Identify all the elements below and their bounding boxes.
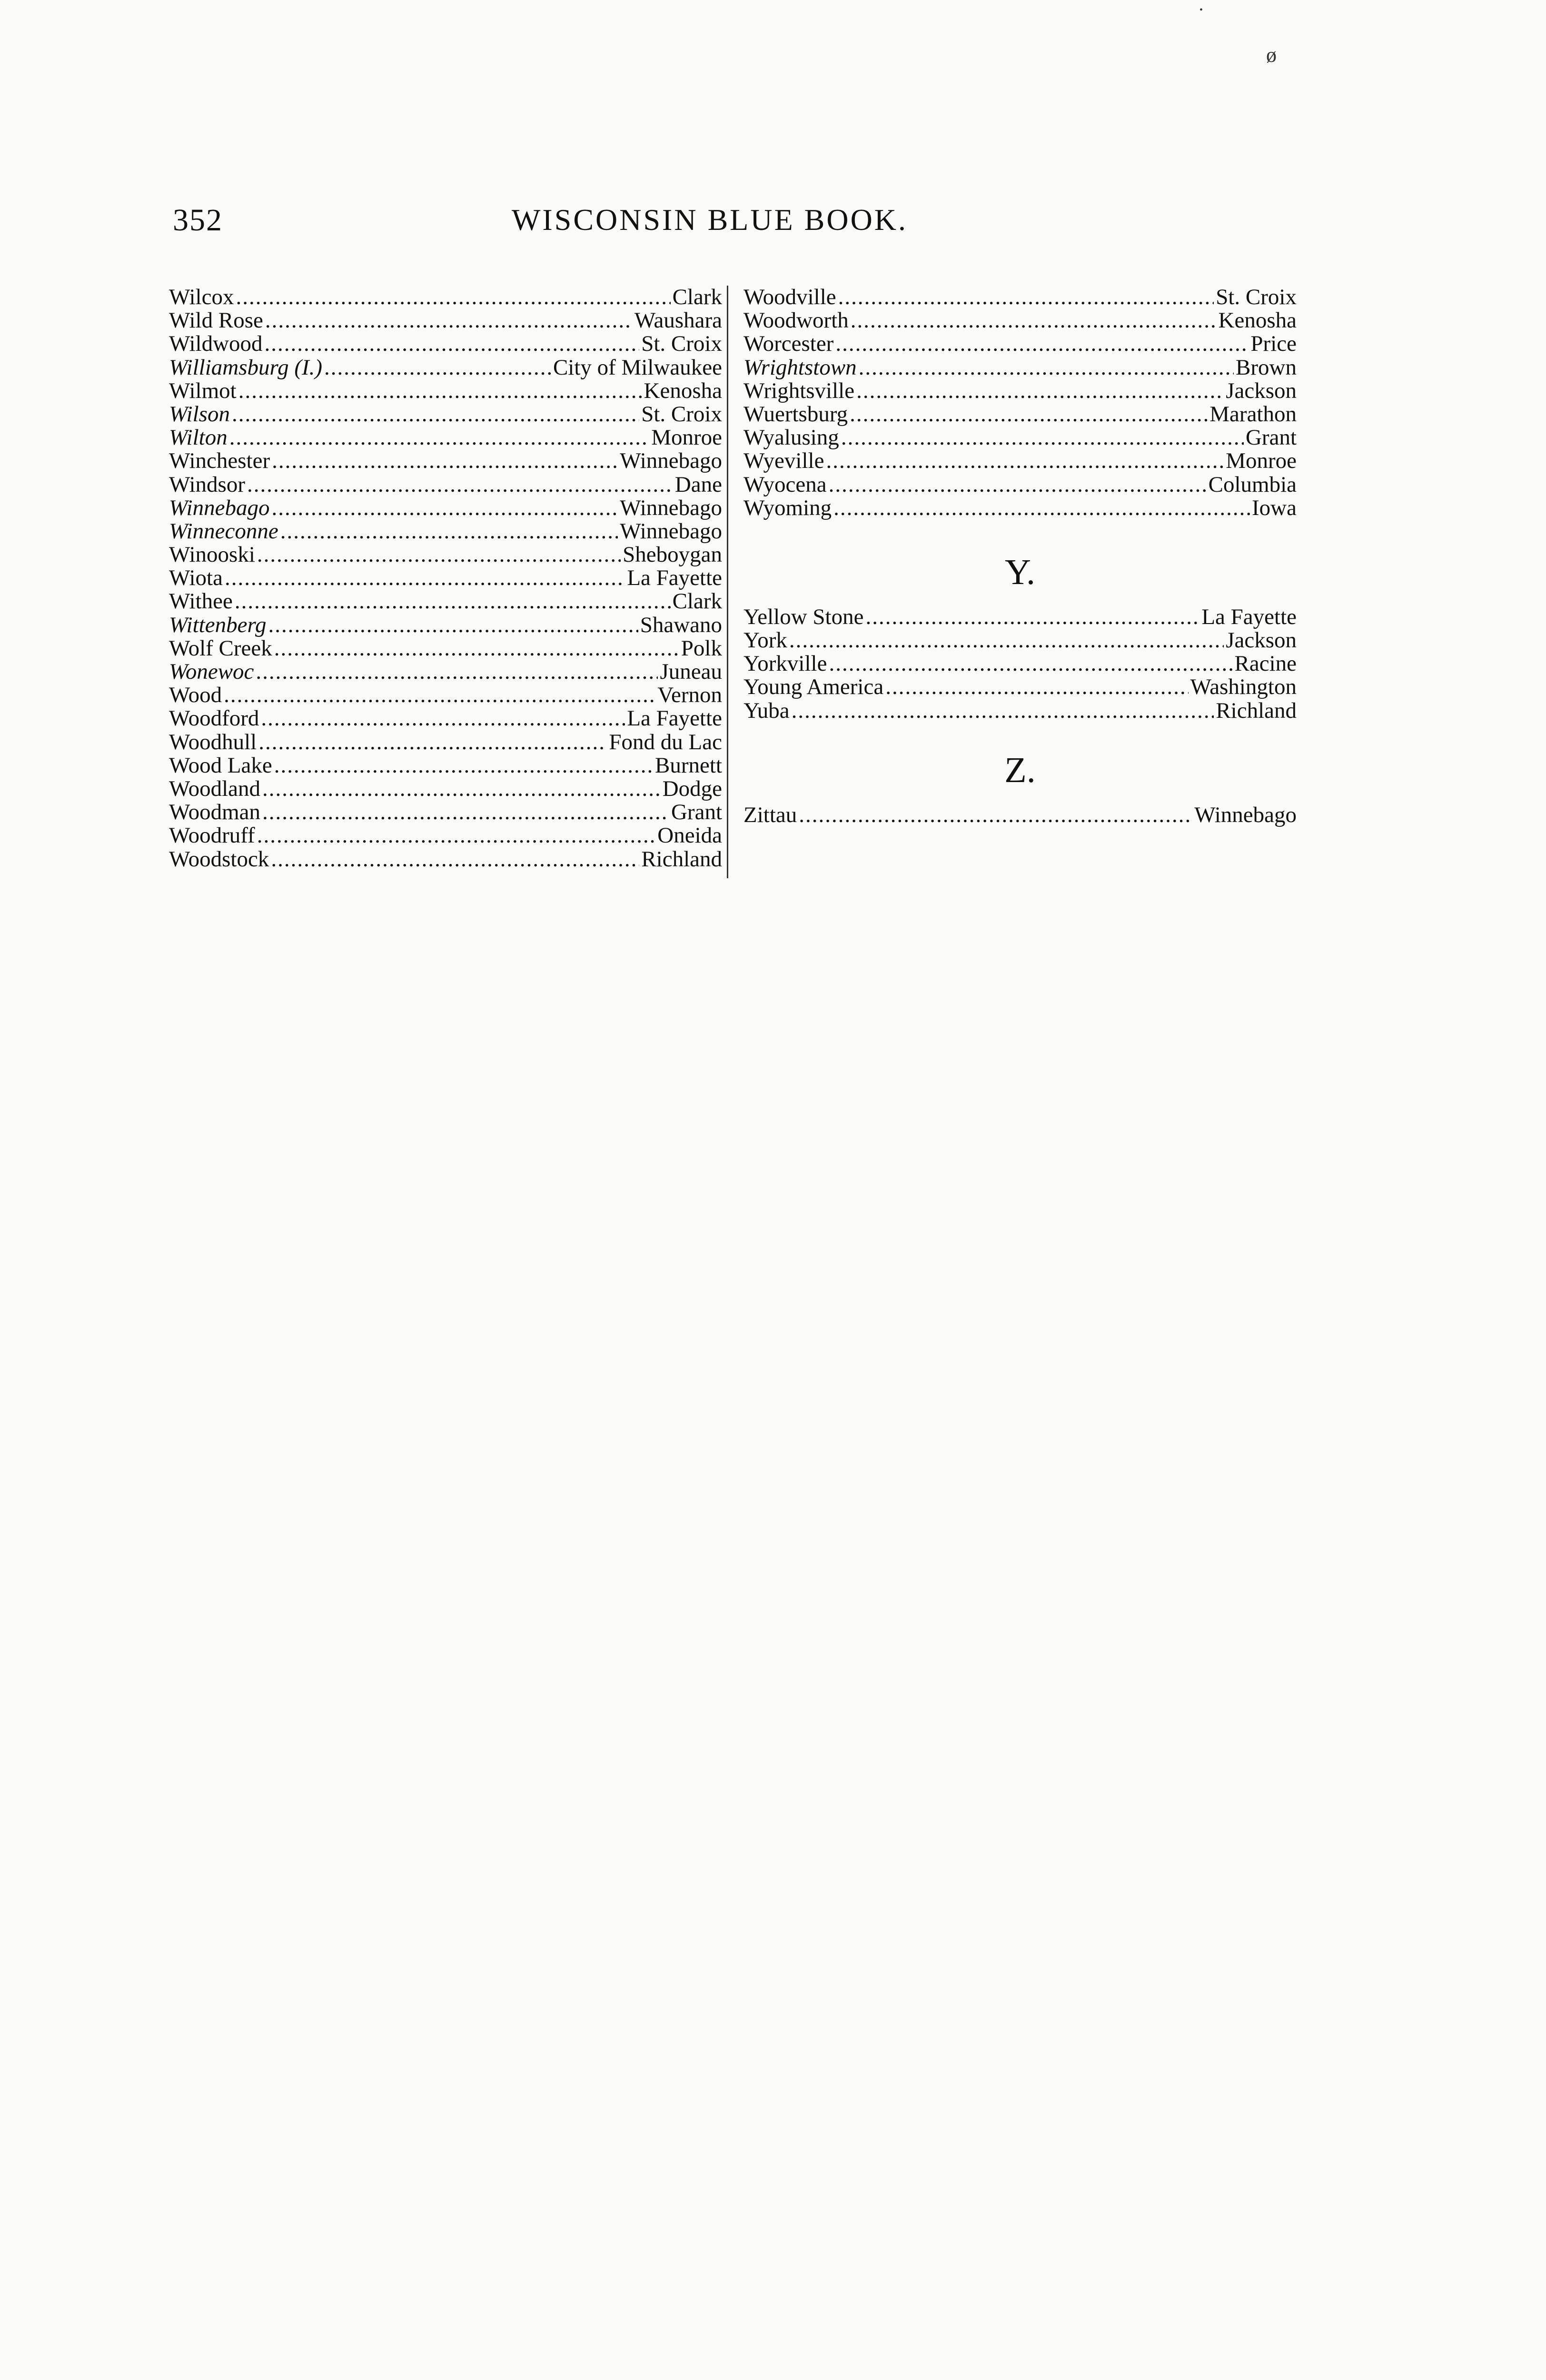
- county-name: Washington: [1190, 675, 1297, 699]
- index-entry: [743, 286, 1297, 309]
- index-entry: [169, 614, 722, 637]
- dot-leader: [261, 707, 625, 730]
- index-entry: [743, 803, 1297, 827]
- place-name: Williamsburg (I.): [169, 356, 323, 379]
- index-entry: [169, 684, 722, 707]
- county-name: La Fayette: [1201, 605, 1297, 629]
- county-name: Shawano: [640, 613, 722, 637]
- county-name: Brown: [1236, 356, 1297, 379]
- place-name: Wyocena: [743, 473, 827, 496]
- county-name: Racine: [1234, 652, 1297, 676]
- dot-leader: [262, 801, 669, 824]
- dot-leader: [232, 403, 639, 426]
- county-name: Richland: [1216, 699, 1297, 723]
- index-entry: [169, 426, 722, 449]
- county-name: Kenosha: [1218, 309, 1297, 333]
- dot-leader: [850, 403, 1208, 426]
- county-name: Richland: [641, 847, 722, 871]
- place-name: Winooski: [169, 543, 255, 567]
- index-entry: [743, 652, 1297, 675]
- index-entry: [169, 473, 722, 496]
- index-entry: [169, 660, 722, 684]
- county-name: St. Croix: [641, 332, 722, 356]
- place-name: Wiota: [169, 566, 223, 590]
- index-entry: [743, 426, 1297, 449]
- county-name: La Fayette: [627, 707, 722, 731]
- right-column: [743, 286, 1297, 827]
- index-entry: [743, 629, 1297, 652]
- county-name: Columbia: [1208, 473, 1297, 496]
- z-entries-list: [743, 803, 1297, 827]
- place-name: Yorkville: [743, 652, 827, 676]
- index-entry: [743, 403, 1297, 426]
- county-name: Juneau: [660, 660, 722, 684]
- section-heading-z: Z.: [1004, 750, 1036, 790]
- county-name: Dane: [674, 473, 722, 496]
- dot-leader: [229, 426, 649, 449]
- index-entry: [169, 356, 722, 379]
- place-name: Yellow Stone: [743, 605, 864, 629]
- index-entry: [169, 848, 722, 871]
- place-name: Wild Rose: [169, 309, 263, 333]
- index-entry: [169, 449, 722, 473]
- dot-leader: [826, 449, 1224, 473]
- place-name: Winnebago: [169, 496, 270, 520]
- dot-leader: [833, 496, 1250, 520]
- place-name: Winchester: [169, 449, 270, 473]
- dot-leader: [851, 309, 1217, 332]
- place-name: Withee: [169, 590, 233, 614]
- index-entry: [169, 801, 722, 824]
- county-name: City of Milwaukee: [553, 356, 722, 379]
- dot-leader: [247, 473, 673, 496]
- dot-leader: [262, 777, 661, 801]
- index-entry: [743, 605, 1297, 629]
- county-name: Vernon: [657, 684, 722, 707]
- county-name: St. Croix: [1216, 286, 1297, 309]
- index-entry: [169, 590, 722, 613]
- index-entry: [743, 473, 1297, 496]
- place-name: Wyeville: [743, 449, 824, 473]
- index-entry: [169, 332, 722, 356]
- index-entry: [169, 379, 722, 403]
- left-column: [169, 286, 722, 871]
- county-name: Grant: [1245, 426, 1297, 450]
- dot-leader: [265, 332, 640, 356]
- place-name: Wilson: [169, 402, 230, 426]
- dot-leader: [856, 379, 1224, 403]
- dot-leader: [236, 286, 670, 309]
- page-title: WISCONSIN BLUE BOOK.: [512, 203, 908, 237]
- index-entry: [743, 675, 1297, 699]
- county-name: Fond du Lac: [609, 730, 722, 754]
- w-entries-list: [743, 286, 1297, 520]
- county-name: Sheboygan: [623, 543, 722, 567]
- place-name: Wolf Creek: [169, 636, 272, 660]
- index-entry: [169, 637, 722, 660]
- page-number: 352: [173, 203, 223, 238]
- dot-leader: [268, 614, 638, 637]
- index-entry: [169, 403, 722, 426]
- dot-leader: [257, 543, 621, 566]
- place-name: Wilmot: [169, 379, 237, 403]
- county-name: Grant: [671, 801, 722, 824]
- county-name: Waushara: [634, 309, 722, 333]
- county-name: Burnett: [655, 754, 722, 777]
- county-name: Oneida: [657, 824, 722, 848]
- dot-leader: [265, 309, 633, 332]
- dot-leader: [271, 848, 639, 871]
- index-entry: [169, 543, 722, 566]
- place-name: Wrightsville: [743, 379, 855, 403]
- index-entry: [743, 699, 1297, 723]
- dot-leader: [324, 356, 551, 379]
- county-name: Price: [1250, 332, 1297, 356]
- place-name: Yuba: [743, 699, 790, 723]
- county-name: Winnebago: [620, 519, 722, 544]
- index-entry: [169, 824, 722, 847]
- index-entry: [743, 379, 1297, 403]
- dot-leader: [841, 426, 1244, 449]
- county-name: Kenosha: [644, 379, 722, 403]
- place-name: Woodhull: [169, 730, 257, 754]
- place-name: York: [743, 629, 787, 653]
- dot-leader: [274, 754, 653, 777]
- place-name: Wilton: [169, 426, 228, 450]
- dot-leader: [792, 699, 1214, 723]
- index-entry: [169, 566, 722, 590]
- place-name: Woodstock: [169, 847, 269, 871]
- dot-leader: [256, 660, 658, 684]
- dot-leader: [258, 731, 607, 754]
- county-name: Monroe: [1226, 449, 1297, 473]
- place-name: Woodruff: [169, 824, 255, 848]
- dot-leader: [789, 629, 1224, 652]
- index-entry: [169, 707, 722, 730]
- county-name: Winnebago: [620, 449, 722, 473]
- index-entry: [743, 332, 1297, 356]
- place-name: Wood: [169, 684, 222, 707]
- county-name: Clark: [672, 590, 722, 614]
- place-name: Wyoming: [743, 496, 832, 520]
- column-divider: [727, 286, 728, 878]
- county-name: Monroe: [651, 426, 722, 450]
- index-entry: [169, 754, 722, 777]
- place-name: Wuertsburg: [743, 402, 848, 426]
- dot-leader: [238, 379, 642, 403]
- index-entry: [743, 496, 1297, 520]
- county-name: Jackson: [1226, 629, 1297, 653]
- index-entry: [169, 731, 722, 754]
- dot-leader: [257, 824, 656, 847]
- county-name: Iowa: [1252, 496, 1297, 520]
- place-name: Wyalusing: [743, 426, 839, 450]
- section-heading-y: Y.: [1004, 552, 1036, 592]
- county-name: La Fayette: [627, 566, 722, 590]
- stray-mark: ø: [1266, 43, 1277, 67]
- place-name: Woodland: [169, 777, 261, 801]
- dot-leader: [799, 803, 1192, 827]
- place-name: Zittau: [743, 803, 797, 827]
- county-name: Winnebago: [1194, 803, 1297, 827]
- dot-leader: [829, 473, 1207, 496]
- dot-leader: [859, 356, 1234, 379]
- dot-leader: [225, 566, 625, 590]
- dot-leader: [271, 496, 618, 520]
- place-name: Woodville: [743, 286, 836, 309]
- index-entry: [169, 520, 722, 543]
- county-name: St. Croix: [641, 402, 722, 426]
- place-name: Wilcox: [169, 286, 234, 309]
- place-name: Wood Lake: [169, 754, 272, 777]
- dot-leader: [885, 675, 1188, 699]
- index-entry: [169, 286, 722, 309]
- place-name: Worcester: [743, 332, 834, 356]
- place-name: Woodman: [169, 801, 261, 824]
- county-name: Jackson: [1226, 379, 1297, 403]
- place-name: Woodford: [169, 707, 259, 731]
- dot-leader: [224, 684, 655, 707]
- page-header: [169, 202, 1292, 250]
- dot-leader: [274, 637, 679, 660]
- county-name: Polk: [681, 636, 722, 660]
- dot-leader: [838, 286, 1214, 309]
- place-name: Wrightstown: [743, 356, 857, 379]
- place-name: Young America: [743, 675, 884, 699]
- dot-leader: [829, 652, 1232, 675]
- stray-dot: •: [1199, 5, 1203, 15]
- county-name: Winnebago: [620, 496, 722, 520]
- dot-leader: [272, 449, 618, 473]
- dot-leader: [235, 590, 671, 613]
- place-name: Woodworth: [743, 309, 849, 333]
- county-name: Dodge: [662, 777, 722, 801]
- dot-leader: [865, 605, 1199, 629]
- dot-leader: [835, 332, 1249, 356]
- index-entry: [743, 449, 1297, 473]
- index-entry: [169, 777, 722, 801]
- county-name: Clark: [672, 286, 722, 309]
- y-entries-list: [743, 605, 1297, 723]
- place-name: Wildwood: [169, 332, 263, 356]
- index-entry: [169, 496, 722, 520]
- county-name: Marathon: [1209, 402, 1297, 426]
- index-entry: [169, 309, 722, 332]
- dot-leader: [280, 520, 618, 543]
- place-name: Winneconne: [169, 519, 278, 544]
- index-entry: [743, 309, 1297, 332]
- place-name: Windsor: [169, 473, 245, 496]
- place-name: Wittenberg: [169, 613, 267, 637]
- place-name: Wonewoc: [169, 660, 254, 684]
- index-entry: [743, 356, 1297, 379]
